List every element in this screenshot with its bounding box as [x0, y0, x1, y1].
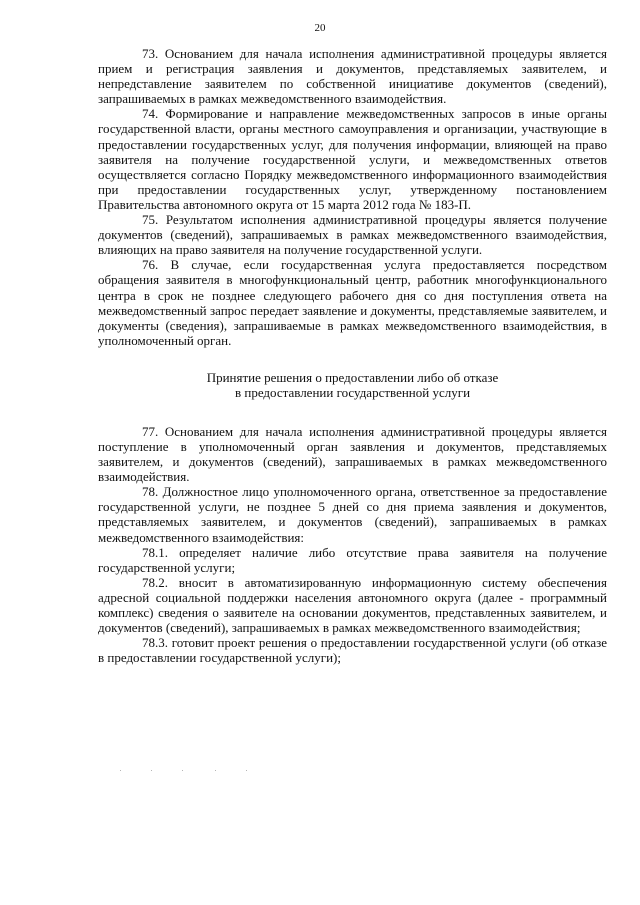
paragraph-78: 78. Должностное лицо уполномоченного органа, ответственное за предоставление государственной услуги, не позднее 5 дней со дня приема заявления и документов, представляемых заявителем, и документов (сведений), запрашиваемых в рамках межведомственного взаимодействия: — [98, 484, 607, 545]
paragraph-74: 74. Формирование и направление межведомственных запросов в иные органы государственной власти, органы местного самоуправления и организации, участвующие в предоставлении государственных услуг, для получения информации, влияющей на право заявителя на получение государственной услуги, и межведомственных ответов осуществляется согласно Порядку межведомственного информационного взаимодействия при предоставлении государственных услуг, утвержденному постановлением Правительства автономного округа от 15 марта 2012 года № 183-П. — [98, 106, 607, 212]
paragraph-76: 76. В случае, если государственная услуга предоставляется посредством обращения заявителя в многофункциональный центр, работник многофункционального центра в срок не позднее следующего рабочего дня со дня поступления ответа на межведомственный запрос передает заявление и документы, представляемые заявителем, и документы (сведения), запрашиваемые в рамках межведомственного взаимодействия, в уполномоченный орган. — [98, 257, 607, 348]
section-heading-line-1: Принятие решения о предоставлении либо об отказе — [206, 369, 499, 385]
document-body — [98, 46, 607, 665]
paragraph-75: 75. Результатом исполнения административной процедуры является получение документов (сведений), запрашиваемых в рамках межведомственного взаимодействия, влияющих на право заявителя на получение государственной услуги. — [98, 212, 607, 258]
page-number: 20 — [314, 22, 326, 34]
scan-specks — [120, 770, 250, 772]
paragraph-77: 77. Основанием для начала исполнения административной процедуры является поступление в уполномоченный орган заявления и документов, представляемых заявителем, и документов (сведений), запрашиваемых в рамках межведомственного взаимодействия. — [98, 423, 607, 485]
paragraph-73: 73. Основанием для начала исполнения административной процедуры является прием и регистрация заявления и документов, представляемых заявителем, и непредставление заявителем по собственной инициативе документов (сведений), запрашиваемых в рамках межведомственного взаимодействия. — [98, 46, 607, 107]
paragraph-78-3: 78.3. готовит проект решения о предоставлении государственной услуги (об отказе в предоставлении государственной услуги); — [98, 635, 607, 666]
paragraph-78-1: 78.1. определяет наличие либо отсутствие права заявителя на получение государственной услуги; — [98, 544, 607, 575]
section-heading — [98, 370, 607, 401]
section-heading-line-2: в предоставлении государственной услуги — [234, 385, 471, 401]
paragraph-78-2: 78.2. вносит в автоматизированную информационную систему обеспечения адресной социальной поддержки населения автономного округа (далее - программный комплекс) сведения о заявителе на основании документов, представленных заявителем, и документов (сведений), запрашиваемых в рамках межведомственного взаимодействия; — [98, 574, 607, 636]
